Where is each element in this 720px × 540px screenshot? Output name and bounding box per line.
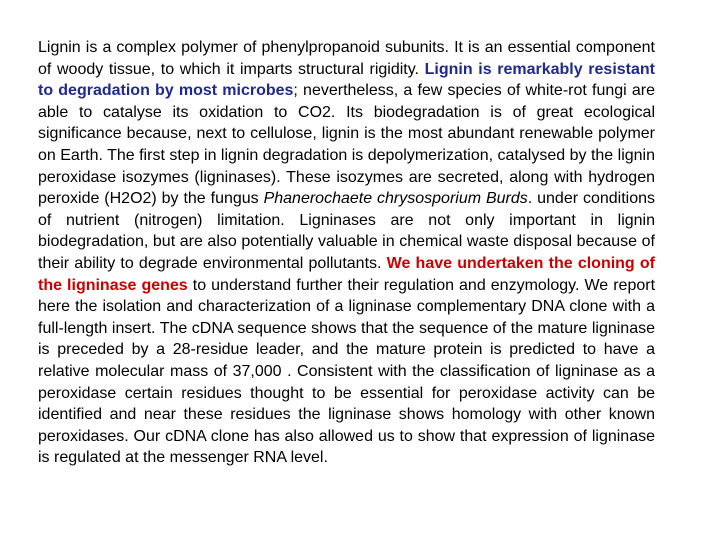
text-segment: Lignin is a complex polymer of phenylpropanoid subunits. It is an essential component of woody tissue, to which it imparts structural rigidity. <box>38 39 655 78</box>
species-name: Phanerochaete chrysosporium Burds <box>263 190 528 208</box>
highlight-cloning-statement: We have undertaken the cloning of the ligninase genes <box>38 254 655 294</box>
highlight-resistance-statement: Lignin is remarkably resistant to degradation by most microbes <box>38 60 655 100</box>
text-segment: . under conditions of nutrient (nitrogen) limitation. Ligninases are not only important in lignin biodegradation, but are also potentially valuable in chemical waste disposal because of their ability to degrade environmental pollutants. <box>38 190 656 272</box>
text-segment: to understand further their regulation and enzymology. We report here the isolation and characterization of a ligninase complementary DNA clone with a full-length insert. The cDNA sequence shows that the sequence of the mature ligninase is preceded by a 28-residue leader, and the mature protein is predicted to have a relative molecular mass of 37,000 . Consistent with the classification of ligninase as a peroxidase certain residues thought to be essential for peroxidase activity can be identified and near these residues the ligninase shows homology with other known peroxidases. Our cDNA clone has also allowed us to show that expression of ligninase is regulated at the messenger RNA level. <box>38 276 656 467</box>
abstract-paragraph <box>38 37 655 469</box>
text-segment: ; nevertheless, a few species of white-rot fungi are able to catalyse its oxidation to CO2. Its biodegradation is of great ecological significance because, next to cellulose, lignin is the most abundant renewable polymer on Earth. The first step in lignin degradation is depolymerization, catalysed by the lignin peroxidase isozymes (ligninases). These isozymes are secreted, along with hydrogen peroxide (H2O2) by the fungus <box>38 82 656 208</box>
